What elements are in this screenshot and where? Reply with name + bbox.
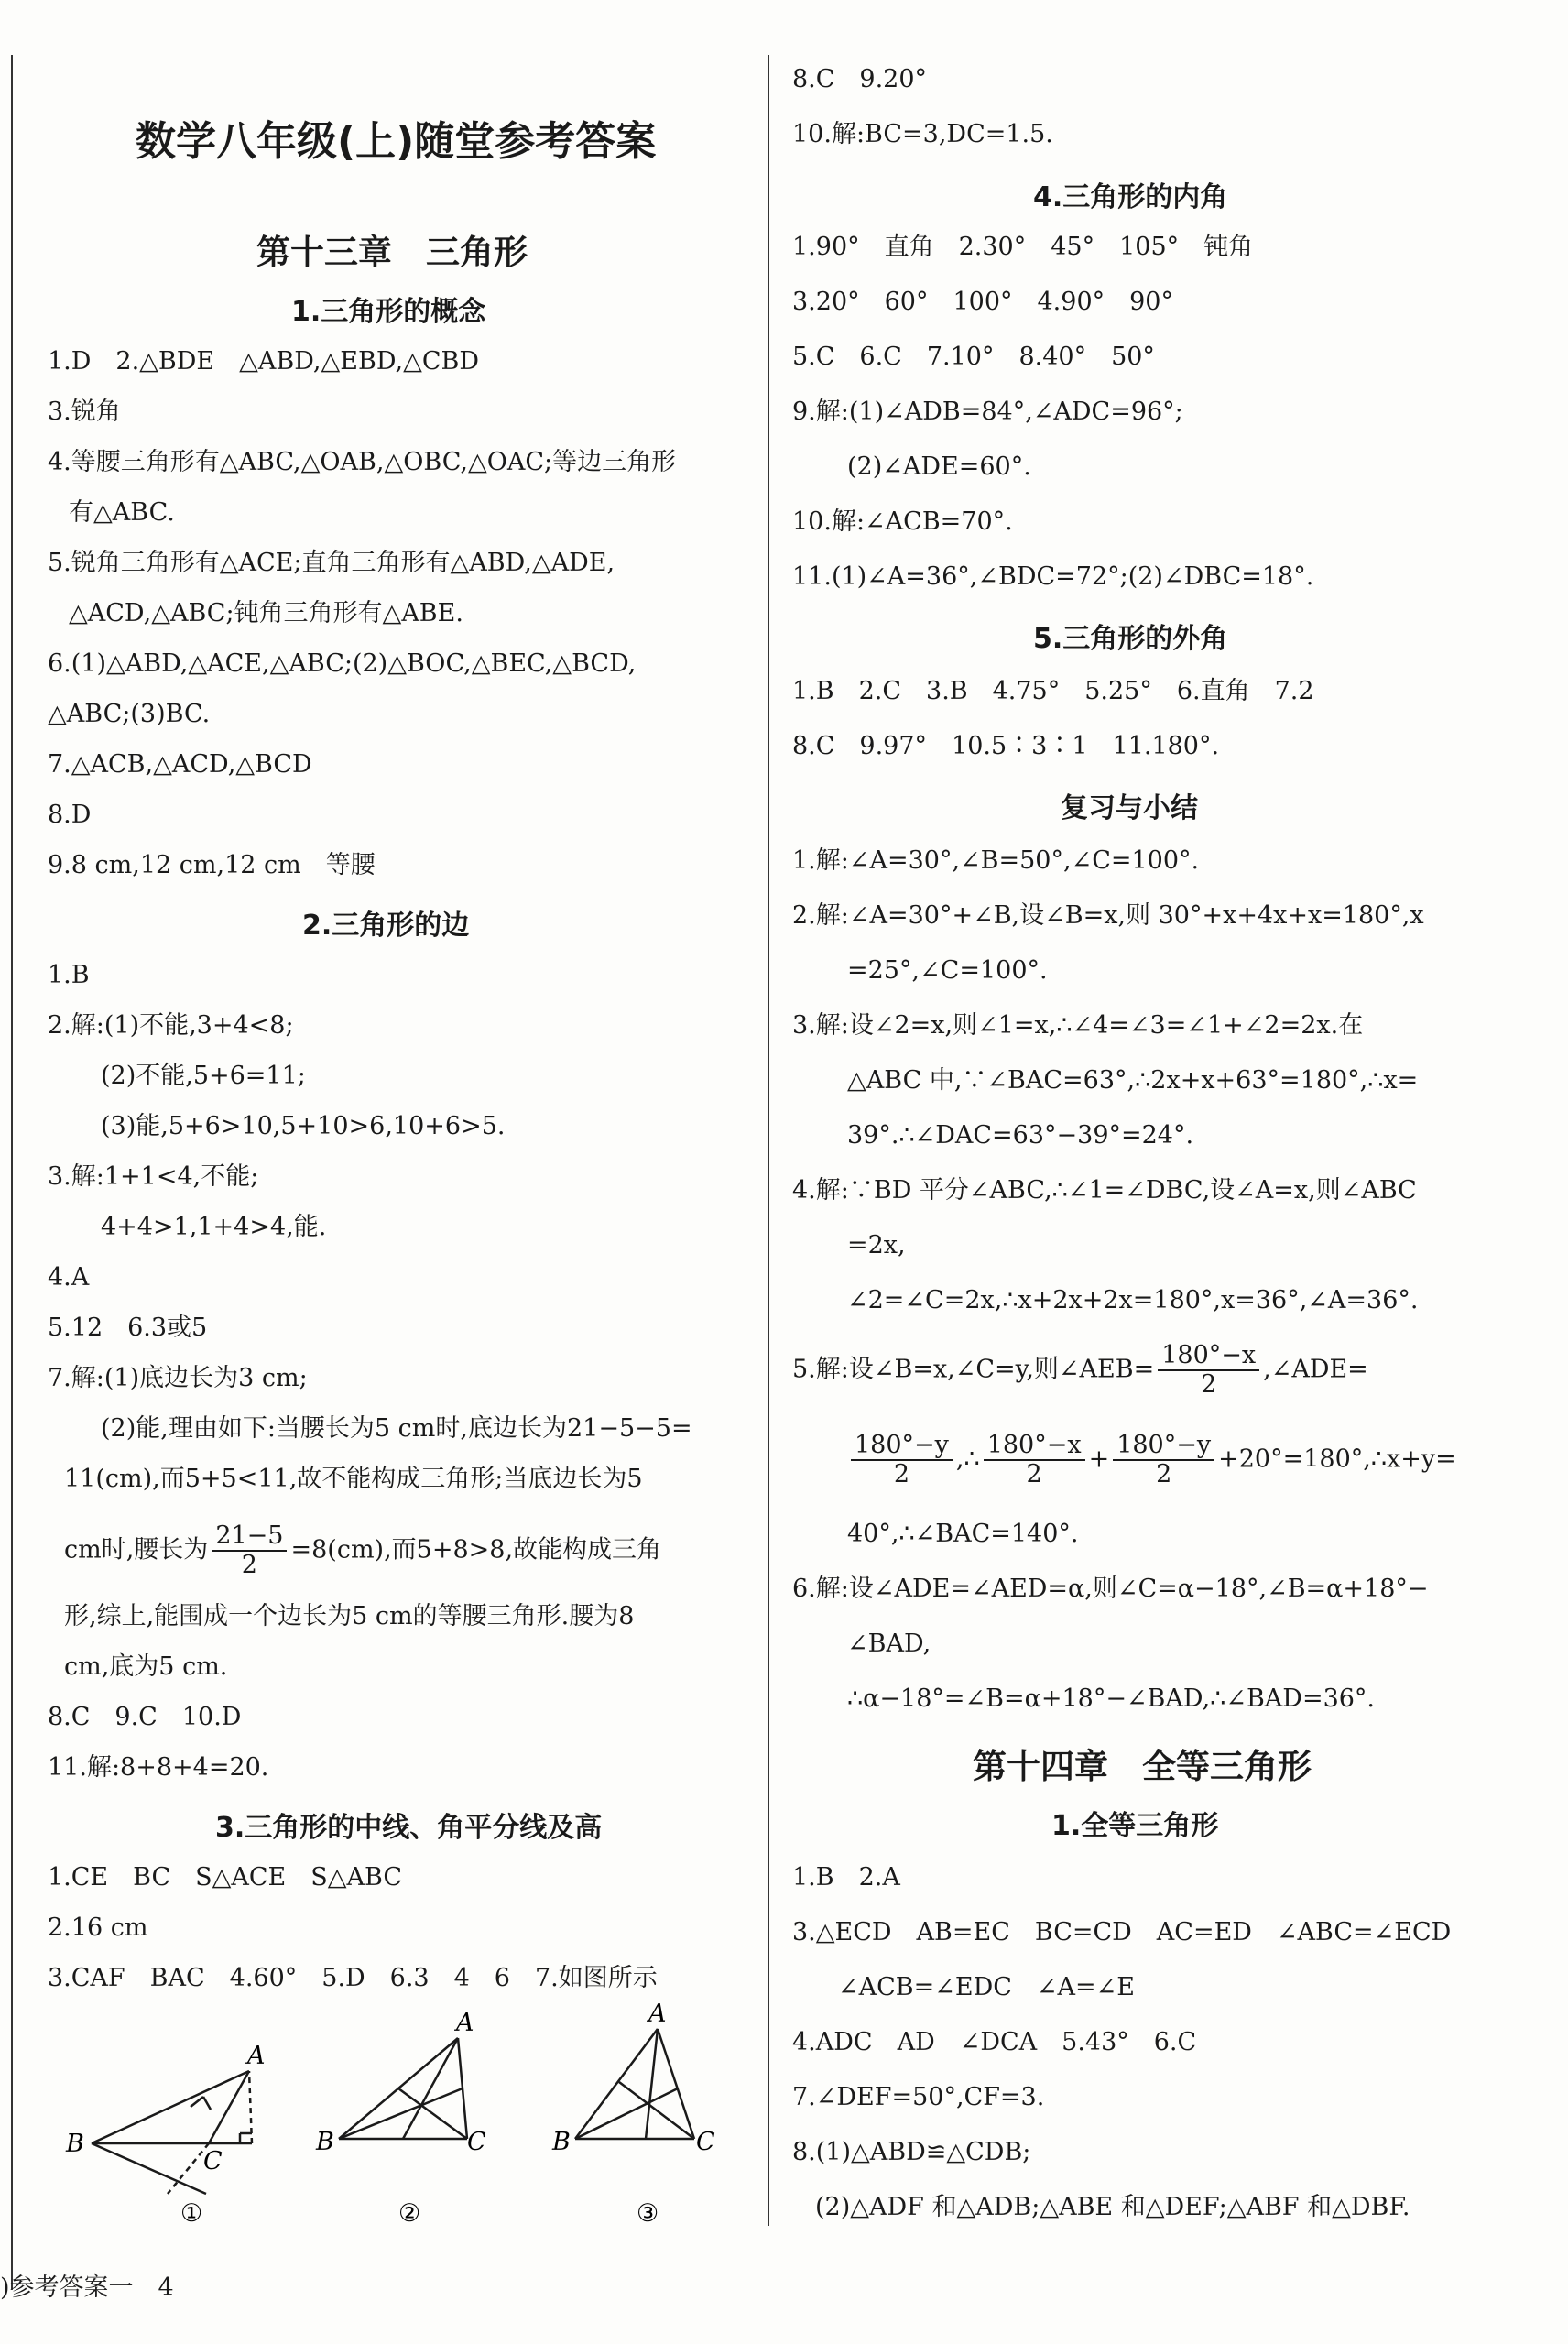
answer-line: 6.(1)△ABD,△ACE,△ABC;(2)△BOC,△BEC,△BCD, <box>48 649 637 678</box>
column-divider <box>768 55 769 2226</box>
answer-line: △ABC 中,∵∠BAC=63°,∴2x+x+63°=180°,∴x= <box>847 1066 1419 1095</box>
answer-line-with-fraction <box>792 1342 1368 1399</box>
answer-line: 4.ADC AD ∠DCA 5.43° 6.C <box>792 2028 1197 2056</box>
answer-line: 1.B 2.C 3.B 4.75° 5.25° 6.直角 7.2 <box>792 677 1314 705</box>
section-2-heading: 2.三角形的边 <box>302 910 470 942</box>
figure-label-A: A <box>247 2042 266 2070</box>
answer-line-with-fraction <box>64 1522 661 1579</box>
answer-line: +20°=180°,∴x+y= <box>1218 1445 1456 1474</box>
answer-line: 5.锐角三角形有△ACE;直角三角形有△ABD,△ADE, <box>48 549 615 577</box>
section-4-heading: 4.三角形的内角 <box>1033 181 1228 213</box>
page-footer: )参考答案一 4 <box>0 2273 174 2302</box>
answer-line: 5.C 6.C 7.10° 8.40° 50° <box>792 343 1155 371</box>
fraction <box>212 1522 287 1579</box>
answer-line: 8.D <box>48 801 92 829</box>
answer-line: 有△ABC. <box>69 498 175 527</box>
section-1-heading: 1.三角形的概念 <box>291 296 486 328</box>
figure-number-1: ① <box>180 2199 203 2228</box>
answer-line: 11.解:8+8+4=20. <box>48 1753 269 1782</box>
chapter-13-heading: 第十三章 三角形 <box>256 233 528 272</box>
fraction-denominator: 2 <box>1201 1370 1217 1399</box>
answer-line: 1.B 2.A <box>792 1863 900 1892</box>
answer-line: 5.12 6.3或5 <box>48 1314 208 1342</box>
answer-line: 4.等腰三角形有△ABC,△OAB,△OBC,△OAC;等边三角形 <box>48 448 677 476</box>
answer-line: 8.C 9.20° <box>792 65 928 93</box>
figure-label-C: C <box>467 2128 486 2156</box>
fraction-denominator: 2 <box>1026 1460 1042 1488</box>
section-3-heading: 3.三角形的中线、角平分线及高 <box>215 1812 603 1844</box>
triangle-figures <box>0 2001 760 2240</box>
answer-line: 3.CAF BAC 4.60° 5.D 6.3 4 6 7.如图所示 <box>48 1964 658 1992</box>
answer-line: 10.解:∠ACB=70°. <box>792 507 1013 536</box>
answer-line: =2x, <box>847 1231 906 1259</box>
answer-line: 3.解:1+1<4,不能; <box>48 1162 259 1191</box>
answer-line: 2.解:∠A=30°+∠B,设∠B=x,则 30°+x+4x+x=180°,x <box>792 901 1424 930</box>
answer-line: △ACD,△ABC;钝角三角形有△ABE. <box>69 599 463 627</box>
answer-line: (2)△ADF 和△ADB;△ABE 和△DEF;△ABF 和△DBF. <box>815 2193 1410 2221</box>
fraction-denominator: 2 <box>1156 1460 1172 1488</box>
answer-line: 1.90° 直角 2.30° 45° 105° 钝角 <box>792 233 1254 261</box>
answer-line: 3.20° 60° 100° 4.90° 90° <box>792 288 1173 316</box>
answer-line: (3)能,5+6>10,5+10>6,10+6>5. <box>101 1112 506 1140</box>
section-14-1-heading: 1.全等三角形 <box>1051 1810 1219 1842</box>
answer-line: =25°,∠C=100°. <box>847 956 1048 985</box>
answer-line: 5.解:设∠B=x,∠C=y,则∠AEB= <box>792 1355 1155 1384</box>
answer-line: (2)∠ADE=60°. <box>847 452 1031 481</box>
answer-line: cm时,腰长为 <box>64 1535 209 1564</box>
figure-label-A: A <box>648 2001 667 2028</box>
answer-line: 3.解:设∠2=x,则∠1=x,∴∠4=∠3=∠1+∠2=2x.在 <box>792 1011 1364 1040</box>
answer-line: 6.解:设∠ADE=∠AED=α,则∠C=α−18°,∠B=α+18°− <box>792 1575 1429 1603</box>
figure-label-C: C <box>203 2147 223 2175</box>
fraction-numerator: 21−5 <box>212 1522 287 1552</box>
answer-line: 8.C 9.97° 10.5∶3∶1 11.180°. <box>792 732 1220 760</box>
answer-line: 11.(1)∠A=36°,∠BDC=72°;(2)∠DBC=18°. <box>792 562 1314 591</box>
answer-line: 7.△ACB,△ACD,△BCD <box>48 750 312 779</box>
page-title: 数学八年级(上)随堂参考答案 <box>136 118 657 165</box>
answer-line: ∠ACB=∠EDC ∠A=∠E <box>838 1973 1135 2001</box>
answer-line: 4.解:∵BD 平分∠ABC,∴∠1=∠DBC,设∠A=x,则∠ABC <box>792 1176 1417 1205</box>
chapter-14-heading: 第十四章 全等三角形 <box>973 1747 1312 1786</box>
figure-2 <box>339 2038 467 2139</box>
fraction <box>851 1432 953 1488</box>
fraction-numerator: 180°−x <box>1158 1342 1259 1371</box>
answer-line: 2.解:(1)不能,3+4<8; <box>48 1011 294 1040</box>
answer-line: 8.(1)△ABD≌△CDB; <box>792 2138 1031 2166</box>
answer-line: 1.CE BC S△ACE S△ABC <box>48 1863 403 1892</box>
answer-line-with-fraction <box>847 1432 1456 1488</box>
figure-label-B: B <box>316 2128 334 2156</box>
answer-line: (2)不能,5+6=11; <box>101 1062 306 1090</box>
figure-label-B: B <box>552 2128 571 2156</box>
answer-line: =8(cm),而5+8>8,故能构成三角 <box>290 1535 662 1564</box>
fraction-numerator: 180°−y <box>851 1432 953 1461</box>
answer-line: ∠BAD, <box>847 1630 931 1658</box>
answer-line: ,∴ <box>955 1445 980 1474</box>
answer-line: 1.B <box>48 961 90 989</box>
answer-line: 7.解:(1)底边长为3 cm; <box>48 1364 308 1392</box>
figure-3 <box>575 2029 694 2139</box>
answer-line: (2)能,理由如下:当腰长为5 cm时,底边长为21−5−5= <box>101 1414 692 1443</box>
review-heading: 复习与小结 <box>1061 792 1198 824</box>
answer-line: ∠2=∠C=2x,∴x+2x+2x=180°,x=36°,∠A=36°. <box>847 1286 1419 1314</box>
answer-line: 40°,∴∠BAC=140°. <box>847 1520 1079 1548</box>
answer-line: 1.D 2.△BDE △ABD,△EBD,△CBD <box>48 347 479 376</box>
answer-line: 9.8 cm,12 cm,12 cm 等腰 <box>48 851 376 879</box>
answer-line: 2.16 cm <box>48 1913 148 1942</box>
answer-line: 4+4>1,1+4>4,能. <box>101 1213 327 1241</box>
fraction <box>984 1432 1085 1488</box>
answer-line: ∴α−18°=∠B=α+18°−∠BAD,∴∠BAD=36°. <box>847 1684 1376 1713</box>
answer-line: 4.A <box>48 1263 90 1292</box>
answer-line: + <box>1088 1445 1110 1474</box>
fraction <box>1113 1432 1214 1488</box>
figure-number-2: ② <box>398 2199 421 2228</box>
left-margin-rule <box>11 55 13 2290</box>
answer-line: cm,底为5 cm. <box>64 1652 228 1681</box>
answer-line: △ABC;(3)BC. <box>48 700 211 728</box>
answer-line: 10.解:BC=3,DC=1.5. <box>792 120 1053 148</box>
figure-number-3: ③ <box>637 2199 659 2228</box>
figure-label-C: C <box>696 2128 715 2156</box>
answer-line: ,∠ADE= <box>1263 1355 1368 1384</box>
fraction-denominator: 2 <box>241 1551 257 1579</box>
fraction <box>1158 1342 1259 1399</box>
answer-line: 9.解:(1)∠ADB=84°,∠ADC=96°; <box>792 398 1183 426</box>
fraction-denominator: 2 <box>893 1460 910 1488</box>
section-5-heading: 5.三角形的外角 <box>1033 623 1228 655</box>
answer-line: 形,综上,能围成一个边长为5 cm的等腰三角形.腰为8 <box>64 1602 635 1630</box>
answer-line: 7.∠DEF=50°,CF=3. <box>792 2083 1045 2111</box>
answer-line: 3.锐角 <box>48 398 121 426</box>
answer-line: 11(cm),而5+5<11,故不能构成三角形;当底边长为5 <box>64 1465 643 1493</box>
fraction-numerator: 180°−y <box>1113 1432 1214 1461</box>
answer-line: 39°.∴∠DAC=63°−39°=24°. <box>847 1121 1194 1150</box>
answer-line: 3.△ECD AB=EC BC=CD AC=ED ∠ABC=∠ECD <box>792 1918 1452 1946</box>
figure-1 <box>92 2071 252 2194</box>
fraction-numerator: 180°−x <box>984 1432 1085 1461</box>
figure-label-B: B <box>66 2130 84 2158</box>
answer-line: 1.解:∠A=30°,∠B=50°,∠C=100°. <box>792 846 1200 875</box>
answer-line: 8.C 9.C 10.D <box>48 1703 242 1731</box>
figure-label-A: A <box>456 2009 474 2037</box>
